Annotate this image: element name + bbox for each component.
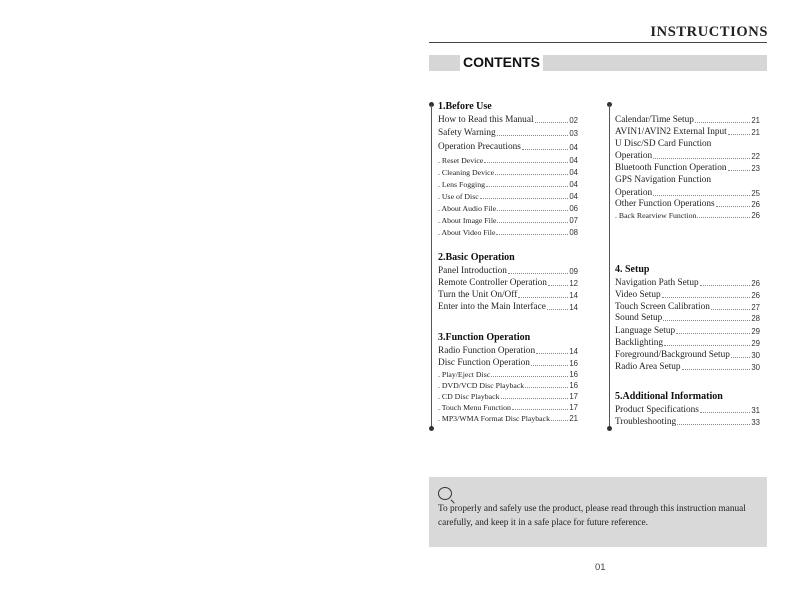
toc-entry-page: 09 xyxy=(569,267,578,276)
toc-entry-text[interactable]: U Disc/SD Card Function xyxy=(615,139,712,149)
toc-entry-page: 28 xyxy=(751,314,760,323)
dot-leader xyxy=(497,210,568,211)
contents-bar-right xyxy=(543,55,767,71)
toc-entry-text: Radio Function Operation xyxy=(438,346,536,356)
toc-entry-page: 04 xyxy=(569,192,578,201)
toc-entry-text: Backlighting xyxy=(615,338,664,348)
toc-entry[interactable] xyxy=(615,350,760,360)
toc-entry[interactable] xyxy=(615,405,760,415)
toc-entry-page: 33 xyxy=(751,418,760,427)
toc-entry[interactable] xyxy=(438,278,578,288)
toc-entry-text: Troubleshooting xyxy=(615,417,677,427)
dot-leader xyxy=(676,333,750,334)
toc-entry[interactable] xyxy=(615,278,760,288)
toc-entry-text: . CD Disc Playback xyxy=(438,392,500,401)
section-heading-setup: 4. Setup xyxy=(615,264,650,275)
dot-leader xyxy=(547,309,568,310)
dot-leader xyxy=(700,412,750,413)
toc-entry-page: 16 xyxy=(569,381,578,390)
toc-entry[interactable] xyxy=(615,326,760,336)
section-heading-before-use: 1.Before Use xyxy=(438,101,492,112)
toc-subentry[interactable] xyxy=(438,381,578,390)
toc-entry-text: . About Audio File xyxy=(438,204,497,213)
toc-entry-page: 14 xyxy=(569,347,578,356)
dot-leader xyxy=(497,135,569,136)
toc-entry-page: 21 xyxy=(751,128,760,137)
header-rule xyxy=(429,42,767,43)
toc-entry-page: 16 xyxy=(569,370,578,379)
toc-subentry[interactable] xyxy=(438,168,578,177)
toc-entry-text: . About Image File xyxy=(438,216,497,225)
toc-entry-page: 23 xyxy=(751,164,760,173)
dot-leader xyxy=(495,174,568,175)
toc-entry-text: . DVD/VCD Disc Playback xyxy=(438,381,525,390)
toc-entry-text: Other Function Operations xyxy=(615,199,715,209)
dot-leader xyxy=(501,398,569,399)
toc-entry-page: 21 xyxy=(569,414,578,423)
dot-leader xyxy=(682,369,751,370)
toc-entry-page: 17 xyxy=(569,392,578,401)
right-column-bottom-dot xyxy=(607,426,612,431)
toc-entry-page: 29 xyxy=(751,327,760,336)
dot-leader xyxy=(491,376,568,377)
toc-entry[interactable] xyxy=(438,128,578,138)
toc-entry-page: 30 xyxy=(751,363,760,372)
toc-entry[interactable] xyxy=(615,313,760,323)
dot-leader xyxy=(512,409,568,410)
toc-entry-text: Operation Precautions xyxy=(438,142,521,152)
toc-entry-page: 04 xyxy=(569,156,578,165)
contents-label: CONTENTS xyxy=(463,54,540,70)
toc-entry-text: Foreground/Background Setup xyxy=(615,350,730,360)
dot-leader xyxy=(663,320,750,321)
toc-entry-page: 31 xyxy=(751,406,760,415)
toc-entry-page: 04 xyxy=(569,143,578,152)
toc-entry-page: 03 xyxy=(569,129,578,138)
toc-subentry[interactable] xyxy=(615,211,760,220)
toc-entry[interactable] xyxy=(615,302,760,312)
dot-leader xyxy=(697,217,750,218)
right-column-rule xyxy=(609,105,610,428)
dot-leader xyxy=(711,309,750,310)
toc-entry-text: . Use of Disc xyxy=(438,192,479,201)
toc-entry-page: 21 xyxy=(751,116,760,125)
toc-entry-text: Touch Screen Calibration xyxy=(615,302,710,312)
toc-entry-text: Radio Area Setup xyxy=(615,362,681,372)
note-text: To properly and safely use the product, please read through this instruction manual carefully, and keep it in a safe place for future reference. xyxy=(438,504,746,528)
toc-entry-page: 02 xyxy=(569,116,578,125)
dot-leader xyxy=(518,297,568,298)
toc-entry-text: Operation xyxy=(615,188,653,198)
dot-leader xyxy=(535,122,569,123)
dot-leader xyxy=(653,195,750,196)
toc-entry-text: Enter into the Main Interface xyxy=(438,302,546,312)
toc-entry-page: 26 xyxy=(751,291,760,300)
toc-entry-page: 08 xyxy=(569,228,578,237)
dot-leader xyxy=(536,353,568,354)
toc-subentry[interactable] xyxy=(438,403,578,412)
toc-entry-text: . Lens Fogging xyxy=(438,180,485,189)
toc-entry-text: . About Video File xyxy=(438,228,496,237)
toc-entry-page: 06 xyxy=(569,204,578,213)
toc-entry[interactable] xyxy=(615,417,760,427)
toc-entry[interactable] xyxy=(438,115,578,125)
toc-subentry[interactable] xyxy=(438,156,578,165)
dot-leader xyxy=(525,387,568,388)
toc-entry[interactable] xyxy=(615,127,760,137)
toc-entry-text: Remote Controller Operation xyxy=(438,278,547,288)
toc-entry-text: Sound Setup xyxy=(615,313,663,323)
section-heading-basic-operation: 2.Basic Operation xyxy=(438,252,515,263)
left-column-rule xyxy=(431,105,432,428)
toc-entry[interactable] xyxy=(438,302,578,312)
toc-entry-text[interactable]: GPS Navigation Function xyxy=(615,175,712,185)
toc-entry-page: 07 xyxy=(569,216,578,225)
toc-entry-text: . Cleaning Device xyxy=(438,168,495,177)
toc-entry-text: Navigation Path Setup xyxy=(615,278,699,288)
toc-entry-text: . MP3/WMA Format Disc Playback xyxy=(438,414,550,423)
toc-entry-text: . Touch Menu Function xyxy=(438,403,511,412)
dot-leader xyxy=(508,273,568,274)
toc-entry-page: 17 xyxy=(569,403,578,412)
toc-entry-page: 25 xyxy=(751,189,760,198)
contents-bar-left xyxy=(429,55,460,71)
toc-entry-page: 27 xyxy=(751,303,760,312)
dot-leader xyxy=(716,206,751,207)
toc-entry[interactable] xyxy=(615,115,760,125)
dot-leader xyxy=(677,424,750,425)
toc-entry[interactable] xyxy=(615,199,760,209)
toc-entry-page: 16 xyxy=(569,359,578,368)
dot-leader xyxy=(480,198,569,199)
toc-subentry[interactable] xyxy=(438,228,578,237)
toc-entry[interactable] xyxy=(615,338,760,348)
header-title: INSTRUCTIONS xyxy=(650,24,768,40)
toc-subentry[interactable] xyxy=(438,414,578,423)
left-column-bottom-dot xyxy=(429,426,434,431)
toc-entry-text: Language Setup xyxy=(615,326,676,336)
toc-subentry[interactable] xyxy=(438,370,578,379)
toc-entry-text: Panel Introduction xyxy=(438,266,507,276)
dot-leader xyxy=(695,122,750,123)
section-heading-additional-information: 5.Additional Information xyxy=(615,391,723,402)
note-icon xyxy=(438,487,452,500)
toc-entry[interactable] xyxy=(615,362,760,372)
toc-entry-text: Product Specifications xyxy=(615,405,699,415)
dot-leader xyxy=(484,162,568,163)
toc-entry-page: 12 xyxy=(569,279,578,288)
toc-entry[interactable] xyxy=(438,290,578,300)
toc-entry-page: 14 xyxy=(569,303,578,312)
toc-entry[interactable] xyxy=(615,188,760,198)
toc-entry[interactable] xyxy=(438,358,578,368)
toc-subentry[interactable] xyxy=(438,204,578,213)
toc-entry-text: How to Read this Manual xyxy=(438,115,534,125)
toc-entry[interactable] xyxy=(438,142,578,152)
toc-entry-text: Disc Function Operation xyxy=(438,358,530,368)
section-heading-function-operation: 3.Function Operation xyxy=(438,332,531,343)
dot-leader xyxy=(728,170,751,171)
dot-leader xyxy=(662,297,751,298)
toc-entry[interactable] xyxy=(615,163,760,173)
toc-entry[interactable] xyxy=(615,290,760,300)
dot-leader xyxy=(728,134,751,135)
toc-subentry[interactable] xyxy=(438,180,578,189)
toc-entry-page: 26 xyxy=(751,211,760,220)
toc-entry-text: . Reset Device xyxy=(438,156,484,165)
toc-entry-page: 26 xyxy=(751,279,760,288)
toc-entry-text: Video Setup xyxy=(615,290,661,300)
toc-entry-page: 30 xyxy=(751,351,760,360)
dot-leader xyxy=(531,365,568,366)
dot-leader xyxy=(653,158,750,159)
toc-entry[interactable] xyxy=(438,346,578,356)
dot-leader xyxy=(486,186,568,187)
toc-entry-page: 04 xyxy=(569,180,578,189)
toc-entry-page: 26 xyxy=(751,200,760,209)
toc-entry-text: Safety Warning xyxy=(438,128,496,138)
page-number: 01 xyxy=(595,562,606,573)
toc-entry-text: Bluetooth Function Operation xyxy=(615,163,727,173)
toc-entry-text: Turn the Unit On/Off xyxy=(438,290,518,300)
toc-entry-page: 29 xyxy=(751,339,760,348)
dot-leader xyxy=(548,285,568,286)
dot-leader xyxy=(522,149,568,150)
toc-entry-text: Calendar/Time Setup xyxy=(615,115,694,125)
dot-leader xyxy=(551,420,568,421)
toc-entry-page: 14 xyxy=(569,291,578,300)
toc-entry[interactable] xyxy=(438,266,578,276)
dot-leader xyxy=(664,345,750,346)
toc-entry-text: . Play/Eject Disc xyxy=(438,370,491,379)
toc-entry[interactable] xyxy=(615,151,760,161)
toc-entry-text: . Back Rearview Function xyxy=(615,211,697,220)
toc-entry-text: Operation xyxy=(615,151,653,161)
toc-entry-page: 22 xyxy=(751,152,760,161)
toc-subentry[interactable] xyxy=(438,192,578,201)
dot-leader xyxy=(496,234,568,235)
toc-entry-text: AVIN1/AVIN2 External Input xyxy=(615,127,727,137)
dot-leader xyxy=(700,285,751,286)
dot-leader xyxy=(497,222,568,223)
dot-leader xyxy=(731,357,750,358)
toc-subentry[interactable] xyxy=(438,216,578,225)
toc-subentry[interactable] xyxy=(438,392,578,401)
toc-entry-page: 04 xyxy=(569,168,578,177)
